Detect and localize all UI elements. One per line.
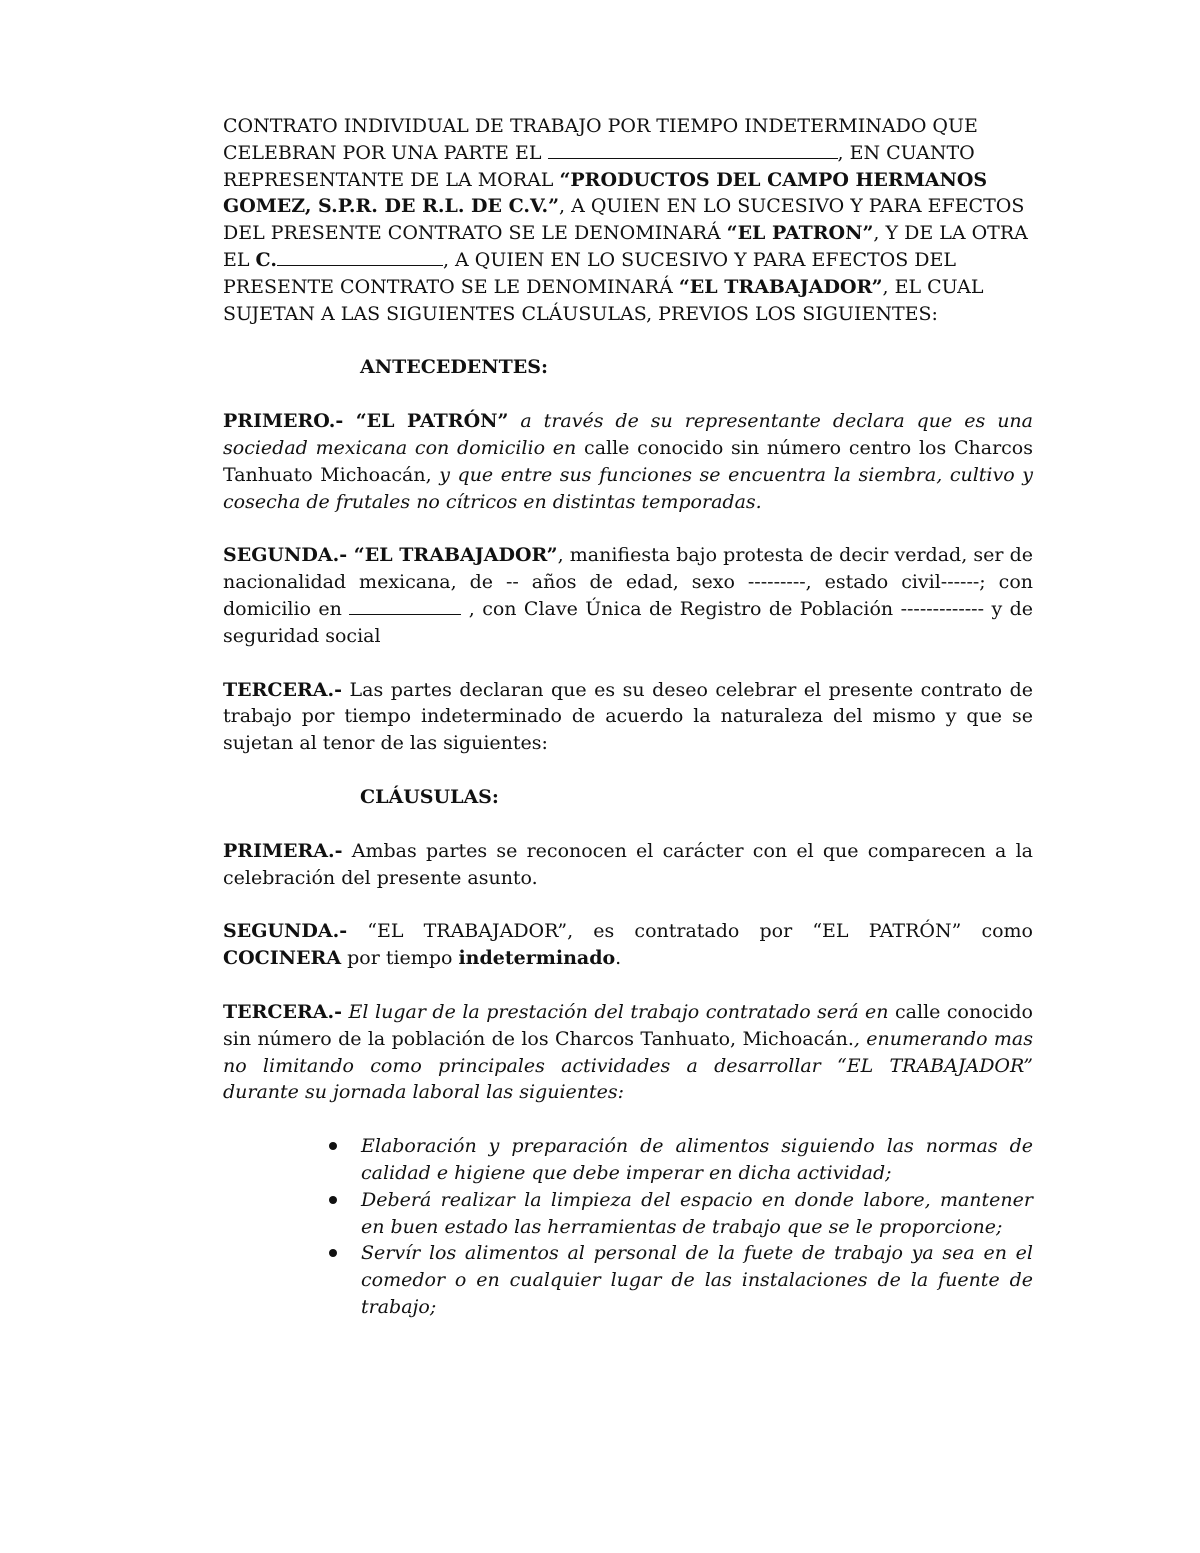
antecedente-tercera: [223, 677, 1033, 757]
domicilio-blank-line: [349, 596, 461, 615]
clausula-segunda-label: SEGUNDA.-: [223, 920, 348, 943]
clausula-segunda-text-2: por tiempo: [341, 947, 459, 970]
clausula-segunda: [223, 918, 1033, 972]
list-item: [361, 1240, 1033, 1320]
antecedente-segunda-text-1: , manifiesta bajo protesta de decir verdad, ser de nacionalidad mexicana, de -- años de edad, sexo ---------, estado civil------; con domicilio en: [223, 544, 1034, 620]
antecedente-primero: [223, 408, 1033, 515]
clausula-tercera-label: TERCERA.-: [223, 1000, 343, 1023]
clausula-tercera-italic-2: , enumerando mas no limitando como principales actividades a desarrollar “EL TRABAJADOR” durante su jornada laboral las siguientes:: [223, 1027, 1033, 1104]
antecedente-segunda: [223, 542, 1033, 649]
representative-blank-line: [548, 140, 838, 159]
activity-text: Servír los alimentos al personal de la fuete de trabajo ya sea en el comedor o en cualquier lugar de las instalaciones de la fuente de trabajo;: [361, 1242, 1033, 1318]
clausula-primera-label: PRIMERA.-: [223, 839, 343, 862]
bullet-icon: [329, 1196, 337, 1204]
antecedente-tercera-text: Las partes declaran que es su deseo celebrar el presente contrato de trabajo por tiempo indeterminado de acuerdo la naturaleza del mismo y que se sujetan al tenor de las siguientes:: [223, 678, 1033, 755]
intro-text-2: , EN CUANTO REPRESENTANTE DE LA MORAL: [223, 141, 975, 191]
antecedente-tercera-label: TERCERA.-: [223, 678, 343, 701]
list-item: [361, 1187, 1033, 1241]
antecedente-segunda-label: SEGUNDA.- “EL TRABAJADOR”: [223, 544, 558, 567]
clausulas-heading: CLÁUSULAS:: [360, 785, 499, 808]
clausula-segunda-text-1: “EL TRABAJADOR”, es contratado por “EL PATRÓN” como: [347, 920, 1033, 943]
worker-name-blank-line: [277, 247, 443, 266]
patron-term: “EL PATRON”: [726, 222, 874, 245]
intro-text-6: , EL CUAL SUJETAN A LAS SIGUIENTES CLÁUSULAS, PREVIOS LOS SIGUIENTES:: [223, 275, 984, 325]
intro-text-3: , A QUIEN EN LO SUCESIVO Y PARA EFECTOS DEL PRESENTE CONTRATO SE LE DENOMINARÁ: [223, 195, 1025, 245]
clausula-tercera: [223, 999, 1033, 1106]
antecedente-primero-address: calle conocido sin número centro los Charcos Tanhuato Michoacán,: [223, 436, 1033, 486]
clausula-primera-text: Ambas partes se reconocen el carácter con el que comparecen a la celebración del presente asunto.: [223, 839, 1033, 889]
company-name: “PRODUCTOS DEL CAMPO HERMANOS GOMEZ, S.P.R. DE R.L. DE C.V.”: [223, 168, 988, 218]
antecedente-primero-label: PRIMERO.- “EL PATRÓN”: [223, 410, 509, 433]
antecedente-segunda-text-2: , con Clave Única de Registro de Población ------------- y de seguridad social: [223, 597, 1033, 647]
activities-list: [223, 1133, 1033, 1321]
contract-intro: [223, 113, 1033, 327]
list-item: [361, 1133, 1033, 1187]
document-body: [223, 113, 1033, 1321]
intro-text-1: CONTRATO INDIVIDUAL DE TRABAJO POR TIEMPO INDETERMINADO QUE CELEBRAN POR UNA PARTE EL: [223, 115, 978, 164]
antecedente-primero-italic-2: y que entre sus funciones se encuentra la siembra, cultivo y cosecha de frutales no cítricos en distintas temporadas.: [223, 463, 1033, 513]
clausula-primera: [223, 838, 1033, 892]
clausula-segunda-text-3: .: [615, 947, 622, 970]
antecedentes-heading: ANTECEDENTES:: [360, 356, 549, 379]
contract-duration: indeterminado: [458, 947, 616, 970]
clausula-tercera-address: calle conocido sin número de la población de los Charcos Tanhuato, Michoacán.: [223, 1000, 1033, 1050]
clausula-tercera-italic-1: El lugar de la prestación del trabajo contratado será en: [342, 1000, 889, 1023]
trabajador-term: “EL TRABAJADOR”: [678, 275, 883, 298]
bullet-icon: [329, 1142, 337, 1150]
job-position: COCINERA: [223, 947, 342, 970]
antecedente-primero-italic-1: a través de su representante declara que es una sociedad mexicana con domicilio en: [223, 410, 1034, 459]
bullet-icon: [329, 1249, 337, 1257]
intro-text-4: , Y DE LA OTRA EL: [223, 222, 1028, 271]
activity-text: Elaboración y preparación de alimentos siguiendo las normas de calidad e higiene que debe imperar en dicha actividad;: [361, 1135, 1033, 1184]
activity-text: Deberá realizar la limpieza del espacio en donde labore, mantener en buen estado las herramientas de trabajo que se le proporcione;: [361, 1188, 1033, 1238]
citizen-prefix: C.: [255, 248, 277, 271]
intro-text-5: , A QUIEN EN LO SUCESIVO Y PARA EFECTOS DEL PRESENTE CONTRATO SE LE DENOMINARÁ: [223, 248, 957, 298]
